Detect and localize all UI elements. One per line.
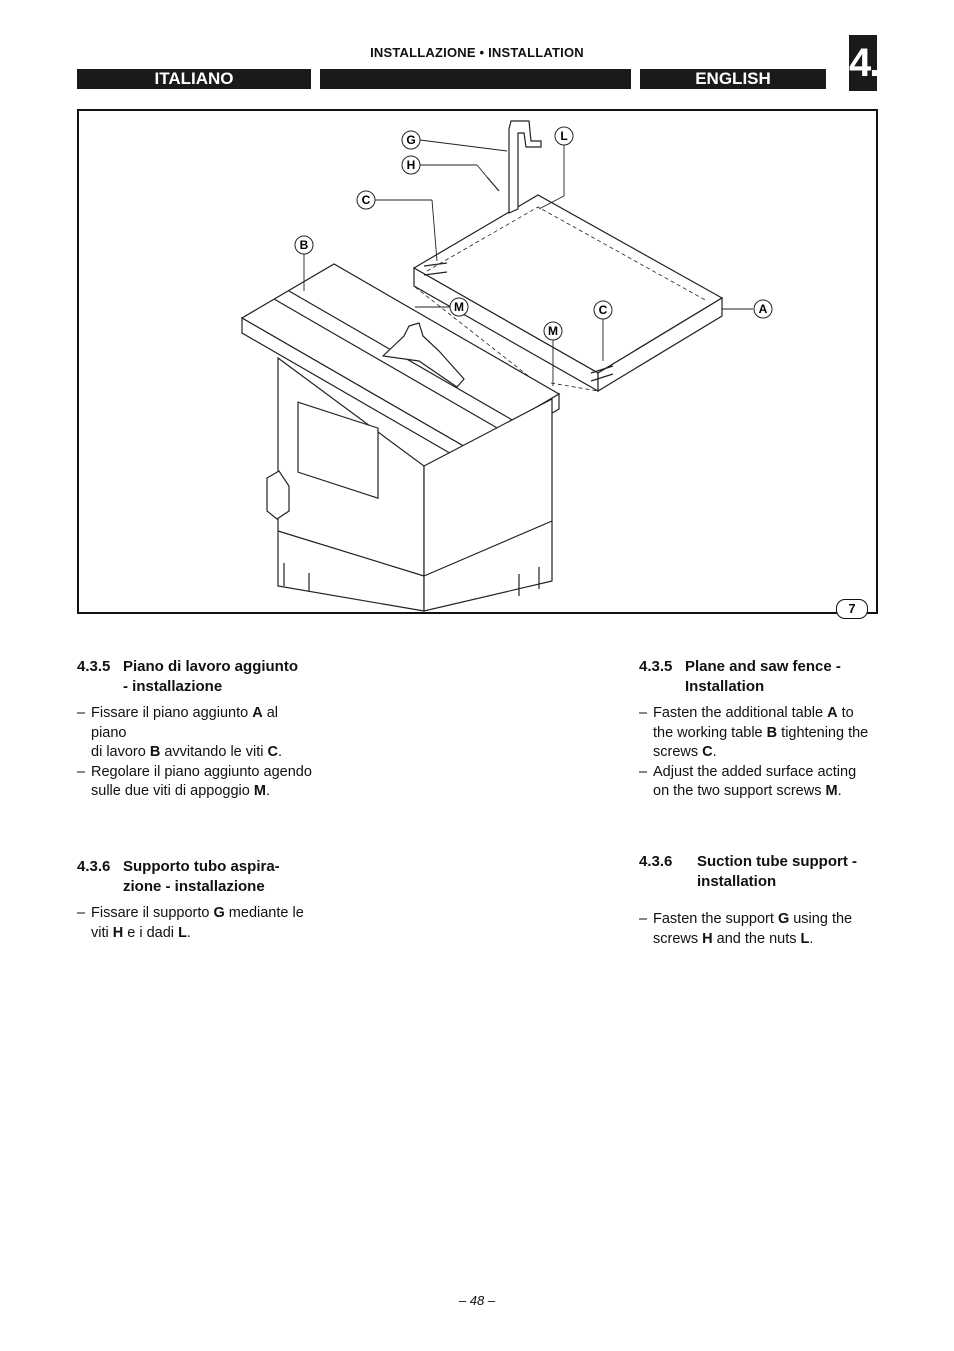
section-title-cont: Installation <box>685 678 765 695</box>
saw-table-installation-drawing <box>79 111 876 612</box>
svg-text:M: M <box>548 324 558 338</box>
section-number: 4.3.6 <box>77 858 111 875</box>
callout-a <box>754 300 772 318</box>
callout-c-left <box>357 191 375 209</box>
callout-m-bottom <box>544 322 562 340</box>
running-title: INSTALLAZIONE • INSTALLATION <box>370 45 584 60</box>
page-number: – 48 – <box>458 1293 496 1308</box>
section-title: Suction tube support - <box>697 853 857 870</box>
list-item: – Fissare il piano aggiunto A al piano di lavoro B avvitando le viti C. <box>77 705 283 760</box>
list-item: – Fasten the support G using the screws H and the nuts L. <box>639 911 853 947</box>
section-title-cont: installation <box>697 873 777 890</box>
callout-b <box>295 236 313 254</box>
figure-number: 7 <box>836 599 868 619</box>
section-title: Piano di lavoro aggiunto <box>123 658 299 675</box>
svg-text:A: A <box>758 302 768 316</box>
svg-text:L: L <box>560 129 568 143</box>
section-title: Supporto tubo aspira- <box>123 858 280 875</box>
callout-h <box>402 156 420 174</box>
svg-text:M: M <box>454 300 464 314</box>
callout-c-right <box>594 301 612 319</box>
svg-text:G: G <box>406 133 416 147</box>
en-section-436 <box>639 852 879 949</box>
section-title-cont: zione - installazione <box>123 878 265 895</box>
list-item: – Fasten the additional table A to the working table B tightening the screws C. <box>639 705 869 760</box>
list-item: – Fissare il supporto G mediante le viti H e i dadi L. <box>77 905 304 941</box>
list-item: – Regolare il piano aggiunto agendo sulle due viti di appoggio M. <box>77 763 312 799</box>
section-number: 4.3.6 <box>639 853 673 870</box>
section-number: 4.3.5 <box>639 658 673 675</box>
svg-text:B: B <box>299 238 309 252</box>
lang-bar-italiano: ITALIANO <box>77 69 311 89</box>
callout-l <box>555 127 573 145</box>
figure-frame <box>77 109 878 614</box>
lang-bar-english: ENGLISH <box>640 69 826 89</box>
chapter-marker: 4. <box>849 35 877 91</box>
svg-text:C: C <box>361 193 371 207</box>
callout-m-top <box>450 298 468 316</box>
list-item: – Adjust the added surface acting on the two support screws M. <box>639 763 857 799</box>
section-number: 4.3.5 <box>77 658 111 675</box>
en-section-435 <box>639 657 879 802</box>
it-section-436 <box>77 857 317 943</box>
section-title-cont: - installazione <box>123 678 223 695</box>
section-title: Plane and saw fence - <box>685 658 841 675</box>
lang-bar-center <box>320 69 631 89</box>
svg-text:H: H <box>406 158 416 172</box>
callout-g <box>402 131 420 149</box>
svg-text:C: C <box>598 303 608 317</box>
it-section-435 <box>77 657 317 802</box>
